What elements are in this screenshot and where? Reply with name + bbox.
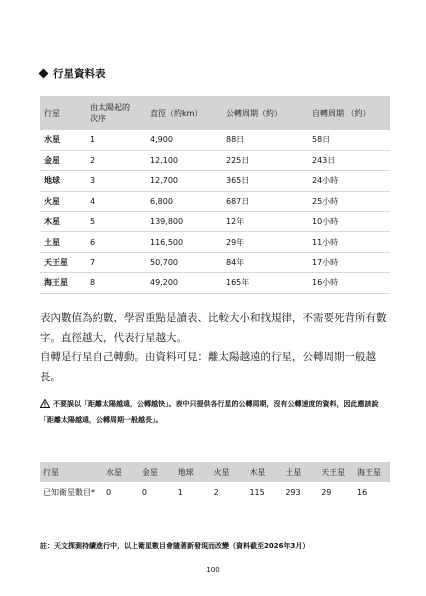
moon-count-cell: 29 <box>321 488 332 497</box>
planet-cell: 25小時 <box>308 191 390 211</box>
footnote: 註：天文探測持續進行中，以上衛星數目會隨著新發現而改變（資料截至2026年3月） <box>40 542 310 550</box>
moon-count-cell: 1 <box>177 488 183 497</box>
header-diameter: 直徑（約km） <box>150 108 203 118</box>
moon-header-cell: 木星 <box>249 467 266 477</box>
moon-count-cell: 0 <box>106 488 112 497</box>
moon-header-cell: 水星 <box>106 467 123 477</box>
planet-row <box>40 130 390 150</box>
planet-cell: 365日 <box>222 171 308 191</box>
moon-header-cell: 金星 <box>141 467 158 477</box>
planet-data-table <box>40 96 390 294</box>
planet-cell: 4,900 <box>146 130 222 150</box>
page-number: 100 <box>206 566 220 574</box>
header-rotation-period: 自轉周期 （約） <box>312 108 371 118</box>
warning-note <box>40 396 390 428</box>
moon-count-cell: 0 <box>141 488 147 497</box>
moon-count-cell: 16 <box>357 488 368 497</box>
planet-row <box>40 232 390 252</box>
planet-cell: 4 <box>86 191 146 211</box>
moon-header-cell: 海王星 <box>357 467 382 477</box>
header-order: 由太陽起的次序 <box>90 103 130 123</box>
planet-table-header-row <box>40 96 390 130</box>
planet-cell: 11小時 <box>308 232 390 252</box>
planet-cell: 7 <box>86 252 146 272</box>
planet-cell: 土星 <box>40 232 86 252</box>
diamond-bullet-icon <box>39 69 49 79</box>
moon-table-header-row <box>40 462 390 482</box>
paragraph-2: 自轉是行星自己轉動。由資料可見：離太陽越遠的行星，公轉周期一般越長。 <box>40 351 376 383</box>
planet-cell: 12年 <box>222 212 308 232</box>
planet-cell: 139,800 <box>146 212 222 232</box>
planet-cell: 84年 <box>222 252 308 272</box>
planet-cell: 海王星 <box>40 273 86 293</box>
header-planet: 行星 <box>44 108 60 118</box>
planet-row <box>40 171 390 191</box>
planet-cell: 2 <box>86 150 146 170</box>
moon-header-cell: 天王星 <box>321 467 346 477</box>
planet-row <box>40 273 390 293</box>
moon-header-cell: 土星 <box>285 467 302 477</box>
section-title-text: 行星資料表 <box>53 68 106 80</box>
planet-row <box>40 252 390 272</box>
moon-count-cell: 2 <box>213 488 219 497</box>
moon-header-cell: 地球 <box>177 467 194 477</box>
planet-row <box>40 150 390 170</box>
planet-cell: 木星 <box>40 212 86 232</box>
planet-cell: 天王星 <box>40 252 86 272</box>
planet-cell: 8 <box>86 273 146 293</box>
moon-count-cell: 115 <box>249 488 265 497</box>
moon-count-cell: 293 <box>285 488 301 497</box>
planet-cell: 1 <box>86 130 146 150</box>
planet-row <box>40 191 390 211</box>
warning-text: 不要誤以「距離太陽越遠，公轉越快」。表中只提供各行星的公轉周期，沒有公轉速度的資料，因此應該說「距離太陽越遠，公轉周期一般越長」。 <box>40 400 379 424</box>
moon-header-cell: 火星 <box>213 467 230 477</box>
planet-cell: 3 <box>86 171 146 191</box>
planet-cell: 地球 <box>40 171 86 191</box>
planet-cell: 12,700 <box>146 171 222 191</box>
planet-cell: 50,700 <box>146 252 222 272</box>
planet-cell: 165年 <box>222 273 308 293</box>
moon-table-data-row <box>40 482 390 516</box>
planet-cell: 12,100 <box>146 150 222 170</box>
warning-triangle-icon <box>40 399 50 408</box>
moon-count-cell: 已知衛星數目* <box>43 488 95 497</box>
explanation-text <box>40 309 388 387</box>
planet-cell: 水星 <box>40 130 86 150</box>
section-title <box>40 66 106 81</box>
planet-cell: 16小時 <box>308 273 390 293</box>
planet-cell: 243日 <box>308 150 390 170</box>
planet-cell: 17小時 <box>308 252 390 272</box>
planet-cell: 116,500 <box>146 232 222 252</box>
moon-header-cell: 行星 <box>43 467 59 477</box>
planet-row <box>40 212 390 232</box>
planet-cell: 6 <box>86 232 146 252</box>
planet-cell: 58日 <box>308 130 390 150</box>
planet-cell: 225日 <box>222 150 308 170</box>
planet-cell: 10小時 <box>308 212 390 232</box>
planet-cell: 88日 <box>222 130 308 150</box>
planet-cell: 29年 <box>222 232 308 252</box>
planet-cell: 5 <box>86 212 146 232</box>
planet-cell: 49,200 <box>146 273 222 293</box>
paragraph-1: 表內數值為約數，學習重點是讀表、比較大小和找規律，不需要死背所有數字。直徑越大，代表行星越大。 <box>40 312 387 344</box>
moon-count-table <box>40 462 390 516</box>
planet-cell: 6,800 <box>146 191 222 211</box>
planet-cell: 火星 <box>40 191 86 211</box>
planet-cell: 687日 <box>222 191 308 211</box>
header-orbit-period: 公轉周期（約） <box>226 108 282 118</box>
planet-cell: 24小時 <box>308 171 390 191</box>
planet-cell: 金星 <box>40 150 86 170</box>
